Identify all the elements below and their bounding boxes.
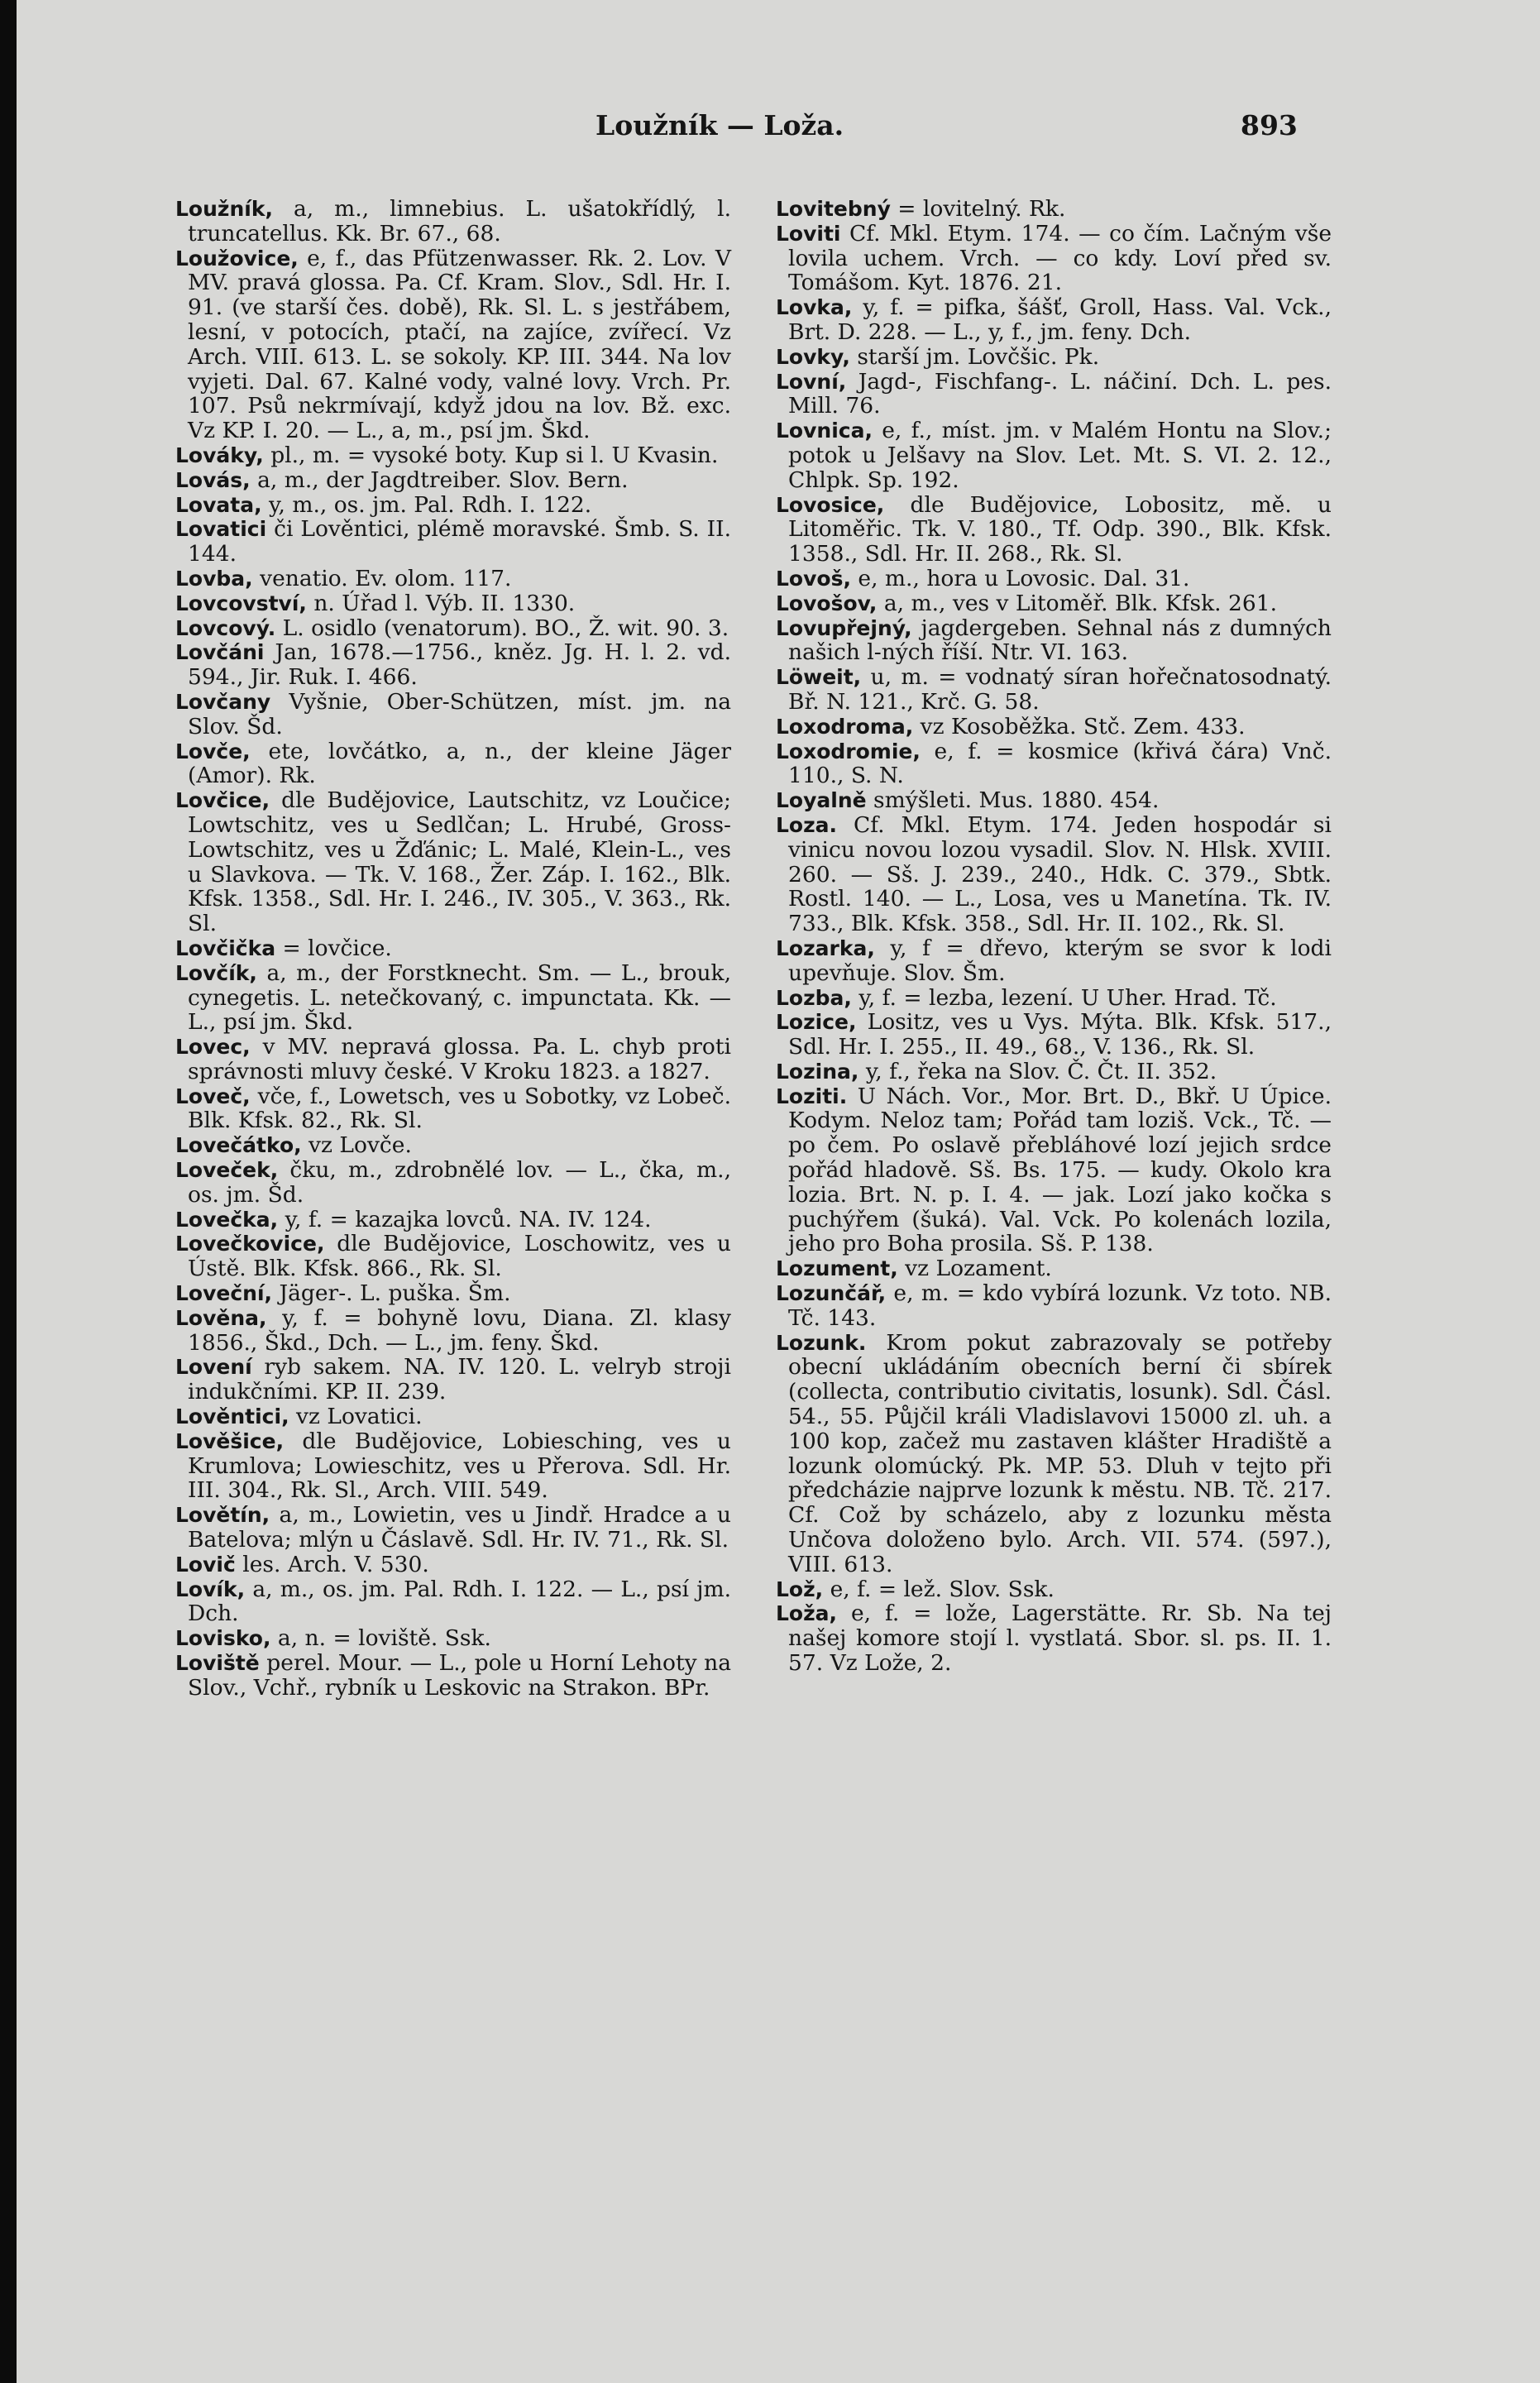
entry-headword: Loužník, xyxy=(175,197,273,221)
dictionary-entry xyxy=(175,1553,731,1577)
dictionary-entry xyxy=(175,197,731,246)
dictionary-entry xyxy=(175,246,731,443)
dictionary-entry xyxy=(776,493,1332,567)
entry-headword: Lovata, xyxy=(175,492,262,517)
dictionary-entry xyxy=(776,1060,1332,1084)
entry-definition: vz Kosoběžka. Stč. Zem. 433. xyxy=(913,713,1246,739)
entry-definition: y, f. = kazajka lovců. NA. IV. 124. xyxy=(278,1206,652,1232)
dictionary-entry xyxy=(776,370,1332,419)
entry-headword: Lovatici xyxy=(175,517,267,542)
dictionary-entry xyxy=(776,591,1332,616)
dictionary-entry xyxy=(175,1133,731,1158)
entry-definition: vz Lovče. xyxy=(301,1132,412,1159)
dictionary-entry xyxy=(175,739,731,789)
dictionary-entry xyxy=(175,1429,731,1503)
entry-headword: Lovec, xyxy=(175,1035,251,1060)
entry-headword: Lovčany xyxy=(175,689,271,714)
entry-headword: Loyalně xyxy=(776,788,867,813)
entry-headword: Loviti xyxy=(776,221,841,246)
page-number: 893 xyxy=(1241,109,1298,141)
entry-headword: Löweit, xyxy=(776,665,862,690)
dictionary-entry xyxy=(175,468,731,493)
entry-definition: Cf. Mkl. Etym. 174. Jeden hospodár si vinicu novou lozou vysadil. Slov. N. Hlsk. XVIII. 260. — Sš. J. 239., 240., Hdk. C. 379., Sbtk. Rostl. 140. — L., Losa, ves u Manetína. Tk. IV. 733., Blk. Kfsk. 358., Sdl. Hr. II. 102., Rk. Sl. xyxy=(788,811,1332,937)
entry-headword: Lozina, xyxy=(776,1059,859,1084)
dictionary-entry xyxy=(175,1281,731,1306)
entry-definition: e, f. = lež. Slov. Ssk. xyxy=(823,1576,1055,1602)
right-column xyxy=(776,197,1332,1676)
entry-headword: Lozunk. xyxy=(776,1330,867,1355)
entry-headword: Lovečka, xyxy=(175,1207,279,1232)
entry-definition: = lovitelný. Rk. xyxy=(890,196,1066,222)
entry-definition: L. osidlo (venatorum). BO., Ž. wit. 90. 3. xyxy=(275,615,729,641)
dictionary-entry xyxy=(175,1084,731,1134)
entry-definition: Lositz, ves u Vys. Mýta. Blk. Kfsk. 517., Sdl. Hr. I. 255., II. 49., 68., V. 136., Rk. Sl. xyxy=(788,1009,1332,1060)
entry-definition: = lovčice. xyxy=(275,935,392,961)
entry-headword: Lovcový. xyxy=(175,615,276,640)
entry-headword: Lověna, xyxy=(175,1305,267,1330)
entry-definition: dle Budějovice, Lobositz, mě. u Litoměřic. Tk. V. 180., Tf. Odp. 390., Blk. Kfsk. 1358., Sdl. Hr. II. 268., Rk. Sl. xyxy=(788,491,1332,567)
dictionary-entry xyxy=(175,788,731,936)
entry-headword: Loxodroma, xyxy=(776,714,914,739)
entry-definition: smýšleti. Mus. 1880. 454. xyxy=(866,787,1160,814)
entry-definition: e, m., hora u Lovosic. Dal. 31. xyxy=(850,565,1190,591)
entry-definition: ryb sakem. NA. IV. 120. L. velryb stroji indukčními. KP. II. 239. xyxy=(188,1354,731,1405)
entry-headword: Lož, xyxy=(776,1577,824,1601)
dictionary-entry xyxy=(175,1355,731,1404)
entry-definition: a, m., limnebius. L. ušatokřídlý, l. truncatellus. Kk. Br. 67., 68. xyxy=(188,196,731,246)
entry-definition: ete, lovčátko, a, n., der kleine Jäger (Amor). Rk. xyxy=(188,738,731,789)
entry-headword: Loveček, xyxy=(175,1158,279,1183)
dictionary-entry xyxy=(776,345,1332,370)
entry-definition: starší jm. Lovčšic. Pk. xyxy=(849,343,1100,370)
dictionary-entry xyxy=(776,665,1332,715)
dictionary-entry xyxy=(175,1035,731,1084)
entry-definition: y, f. = bohyně lovu, Diana. Zl. klasy 1856., Škd., Dch. — L., jm. feny. Škd. xyxy=(188,1304,731,1356)
dictionary-entry xyxy=(175,591,731,616)
entry-definition: venatio. Ev. olom. 117. xyxy=(252,565,512,591)
entry-headword: Lovnica, xyxy=(776,419,873,443)
dictionary-entry xyxy=(776,295,1332,345)
entry-definition: pl., m. = vysoké boty. Kup si l. U Kvasin. xyxy=(263,442,719,468)
entry-definition: y, m., os. jm. Pal. Rdh. I. 122. xyxy=(261,491,592,518)
entry-definition: n. Úřad l. Výb. II. 1330. xyxy=(306,590,576,616)
entry-headword: Lováky, xyxy=(175,443,264,467)
dictionary-entry xyxy=(776,813,1332,936)
dictionary-entry xyxy=(175,567,731,591)
left-column xyxy=(175,197,731,1701)
dictionary-entry xyxy=(776,1281,1332,1331)
dictionary-entry xyxy=(776,1601,1332,1675)
entry-headword: Lovošov, xyxy=(776,591,878,615)
dictionary-entry xyxy=(776,739,1332,789)
dictionary-entry xyxy=(175,640,731,690)
entry-headword: Lovčice, xyxy=(175,788,270,813)
entry-definition: e, m. = kdo vybírá lozunk. Vz toto. NB. Tč. 143. xyxy=(788,1280,1332,1331)
dictionary-entry xyxy=(175,936,731,961)
entry-definition: les. Arch. V. 530. xyxy=(235,1551,429,1577)
dictionary-entry xyxy=(776,936,1332,986)
entry-headword: Lovčík, xyxy=(175,960,257,985)
dictionary-entry xyxy=(175,1158,731,1208)
dictionary-entry xyxy=(776,1084,1332,1257)
entry-definition: Vyšnie, Ober-Schützen, míst. jm. na Slov. Šd. xyxy=(188,688,731,739)
entry-headword: Lovení xyxy=(175,1355,252,1380)
entry-definition: a, m., os. jm. Pal. Rdh. I. 122. — L., psí jm. Dch. xyxy=(188,1576,731,1627)
dictionary-entry xyxy=(175,616,731,641)
dictionary-entry xyxy=(776,197,1332,222)
dictionary-entry xyxy=(175,961,731,1035)
entry-headword: Loxodromie, xyxy=(776,739,921,763)
entry-definition: e, f. = kosmice (křivá čára) Vnč. 110., S. N. xyxy=(788,738,1332,789)
entry-definition: u, m. = vodnatý síran hořečnatosodnatý. Bř. N. 121., Krč. G. 58. xyxy=(788,664,1332,715)
dictionary-entry xyxy=(175,1404,731,1429)
dictionary-entry xyxy=(776,1010,1332,1060)
entry-headword: Loviště xyxy=(175,1651,260,1676)
entry-headword: Lovosice, xyxy=(776,492,885,517)
entry-headword: Loveční, xyxy=(175,1281,273,1306)
entry-headword: Loza. xyxy=(776,812,838,837)
dictionary-entry xyxy=(175,690,731,739)
entry-definition: y, f. = lezba, lezení. U Uher. Hrad. Tč. xyxy=(851,984,1277,1011)
entry-headword: Lovka, xyxy=(776,295,853,320)
dictionary-entry xyxy=(776,1577,1332,1602)
running-header: Loužník — Loža. xyxy=(595,109,844,141)
entry-definition: vz Lozament. xyxy=(897,1256,1052,1282)
entry-headword: Lovupřejný, xyxy=(776,615,912,640)
dictionary-entry xyxy=(776,1256,1332,1281)
entry-headword: Lovisko, xyxy=(175,1626,271,1651)
entry-definition: a, m., ves v Litoměř. Blk. Kfsk. 261. xyxy=(877,590,1277,616)
entry-headword: Lovoš, xyxy=(776,566,851,591)
entry-definition: dle Budějovice, Loschowitz, ves u Ústě. Blk. Kfsk. 866., Rk. Sl. xyxy=(188,1231,731,1282)
entry-definition: Cf. Mkl. Etym. 174. — co čím. Lačným vše lovila uchem. Vrch. — co kdy. Loví před sv. Tomášom. Kyt. 1876. 21. xyxy=(788,220,1332,296)
entry-headword: Loziti. xyxy=(776,1084,848,1108)
entry-definition: y, f. = pifka, šášť, Groll, Hass. Val. Vck., Brt. D. 228. — L., y, f., jm. feny. Dch. xyxy=(788,294,1332,345)
entry-headword: Lovečkovice, xyxy=(175,1232,325,1256)
dictionary-entry xyxy=(776,567,1332,591)
dictionary-entry xyxy=(776,986,1332,1011)
entry-definition: čku, m., zdrobnělé lov. — L., čka, m., os. jm. Šd. xyxy=(188,1157,731,1208)
entry-definition: dle Budějovice, Lautschitz, vz Loučice; Lowtschitz, ves u Sedlčan; L. Hrubé, Gross-Lowtschitz, ves u Žďánic; L. Malé, Klein-L., ves u Slavkova. — Tk. V. 168., Žer. Záp. I. 162., Blk. Kfsk. 1358., Sdl. Hr. I. 246., IV. 305., V. 363., Rk. Sl. xyxy=(188,787,731,937)
dictionary-entry xyxy=(175,1503,731,1553)
entry-definition: vz Lovatici. xyxy=(289,1404,423,1430)
dictionary-entry xyxy=(776,788,1332,813)
entry-headword: Lovitebný xyxy=(776,197,891,221)
entry-definition: perel. Mour. — L., pole u Horní Lehoty na Slov., Vchř., rybník u Leskovic na Strakon. BPr. xyxy=(188,1650,731,1701)
entry-headword: Loža, xyxy=(776,1601,838,1626)
entry-headword: Lovečátko, xyxy=(175,1133,302,1158)
dictionary-entry xyxy=(175,517,731,567)
dictionary-entry xyxy=(175,1577,731,1627)
entry-definition: a, m., der Jagdtreiber. Slov. Bern. xyxy=(250,467,629,493)
entry-definition: v MV. nepravá glossa. Pa. L. chyb proti správnosti mluvy české. V Kroku 1823. a 1827. xyxy=(188,1034,731,1084)
dictionary-entry xyxy=(175,443,731,468)
dictionary-entry xyxy=(776,1331,1332,1577)
entry-definition: Jan, 1678.—1756., kněz. Jg. H. l. 2. vd. 594., Jir. Ruk. I. 466. xyxy=(188,639,731,691)
entry-definition: a, m., der Forstknecht. Sm. — L., brouk, cynegetis. L. netečkovaný, c. impunctata. Kk. — L., psí jm. Škd. xyxy=(188,959,731,1036)
dictionary-entry xyxy=(776,616,1332,666)
entry-headword: Lovcovství, xyxy=(175,591,307,615)
entry-definition: e, f., das Pfützenwasser. Rk. 2. Lov. V MV. pravá glossa. Pa. Cf. Kram. Slov., Sdl. Hr. I. 91. (ve starší čes. době), Rk. Sl. L. s jestřábem, lesní, v potocích, ptačí, na zajíce, zvířecí. Vz Arch. VIII. 613. L. se sokoly. KP. III. 344. Na lov vyjeti. Dal. 67. Kalné vody, valné lovy. Vrch. Pr. 107. Psů nekrmívají, když jdou na lov. Bž. exc. Vz KP. I. 20. — L., a, m., psí jm. Škd. xyxy=(188,245,731,444)
entry-definition: a, m., Lowietin, ves u Jindř. Hradce a u Batelova; mlýn u Čáslavě. Sdl. Hr. IV. 71., Rk. Sl. xyxy=(188,1502,731,1553)
entry-definition: dle Budějovice, Lobiesching, ves u Krumlova; Lowieschitz, ves u Přerova. Sdl. Hr. III. 304., Rk. Sl., Arch. VIII. 549. xyxy=(188,1428,731,1504)
entry-definition: Jäger-. L. puška. Šm. xyxy=(272,1280,511,1307)
entry-headword: Lozice, xyxy=(776,1010,857,1035)
dictionary-entry xyxy=(175,1208,731,1232)
entry-definition: y, f = dřevo, kterým se svor k lodi upevňuje. Slov. Šm. xyxy=(788,935,1332,986)
entry-headword: Lovky, xyxy=(776,344,850,369)
entry-definition: vče, f., Lowetsch, ves u Sobotky, vz Lobeč. Blk. Kfsk. 82., Rk. Sl. xyxy=(188,1083,731,1134)
entry-definition: či Lověntici, plémě moravské. Šmb. S. II. 144. xyxy=(188,516,731,567)
entry-headword: Lovětín, xyxy=(175,1503,270,1528)
entry-definition: e, f., míst. jm. v Malém Hontu na Slov.; potok u Jelšavy na Slov. Let. Mt. S. VI. 2. 12., Chlpk. Sp. 192. xyxy=(788,418,1332,493)
dictionary-entry xyxy=(776,715,1332,739)
entry-definition: jagdergeben. Sehnal nás z dumných našich l-ných říší. Ntr. VI. 163. xyxy=(788,615,1332,666)
entry-definition: e, f. = lože, Lagerstätte. Rr. Sb. Na tej našej komore stojí l. vystlatá. Sbor. sl. ps. II. 1. 57. Vz Lože, 2. xyxy=(788,1601,1332,1677)
entry-headword: Lovič xyxy=(175,1552,236,1577)
entry-definition: U Nách. Vor., Mor. Brt. D., Bkř. U Úpice. Kodym. Neloz tam; Pořád tam loziš. Vck., Tč. — po čem. Po oslavě přebláhové lozí jejich srdce pořád hladově. Sš. Bs. 175. — kudy. Okolo kra lozia. Brt. N. p. I. 4. — jak. Lozí jako kočka s puchýřem (šuká). Val. Vck. Po kolenách lozila, jeho pro Boha prosila. Sš. P. 138. xyxy=(788,1083,1332,1257)
entry-definition: Jagd-, Fischfang-. L. náčiní. Dch. L. pes. Mill. 76. xyxy=(788,368,1332,419)
entry-headword: Lovás, xyxy=(175,467,251,492)
entry-headword: Lovba, xyxy=(175,566,253,591)
entry-headword: Lovní, xyxy=(776,369,847,394)
entry-headword: Lověntici, xyxy=(175,1404,289,1429)
entry-headword: Lozunčář, xyxy=(776,1281,887,1306)
dictionary-entry xyxy=(175,1626,731,1651)
entry-definition: Krom pokut zabrazovaly se potřeby obecní ukládáním obecních berní či sbírek (collecta, contributio civitatis, losunk). Sdl. Čásl. 54., 55. Půjčil králi Vladislavovi 15000 zl. uh. a 100 kop, začež mu zastaven klášter Hradiště a lozunk olomúcký. Pk. MP. 53. Dluh v tejto při předcházie najprve lozunk k městu. NB. Tč. 217. Cf. Což by scházelo, aby z lozunku města Unčova doloženo bylo. Arch. VII. 574. (597.), VIII. 613. xyxy=(788,1329,1332,1577)
entry-headword: Lozarka, xyxy=(776,935,875,960)
entry-headword: Lovčička xyxy=(175,935,276,960)
dictionary-entry xyxy=(175,493,731,518)
entry-headword: Lovčáni xyxy=(175,640,265,665)
entry-headword: Lovče, xyxy=(175,739,251,763)
dictionary-entry xyxy=(776,419,1332,492)
dictionary-entry xyxy=(175,1306,731,1356)
entry-definition: a, n. = loviště. Ssk. xyxy=(270,1625,491,1652)
entry-headword: Lověšice, xyxy=(175,1428,285,1453)
dictionary-entry xyxy=(175,1232,731,1281)
dictionary-entry xyxy=(776,222,1332,295)
entry-headword: Lozument, xyxy=(776,1256,898,1281)
entry-headword: Loužovice, xyxy=(175,246,299,270)
dictionary-entry xyxy=(175,1651,731,1701)
entry-headword: Loveč, xyxy=(175,1084,251,1108)
entry-definition: y, f., řeka na Slov. Č. Čt. II. 352. xyxy=(858,1058,1217,1084)
entry-headword: Lozba, xyxy=(776,985,852,1010)
entry-headword: Lovík, xyxy=(175,1577,246,1601)
